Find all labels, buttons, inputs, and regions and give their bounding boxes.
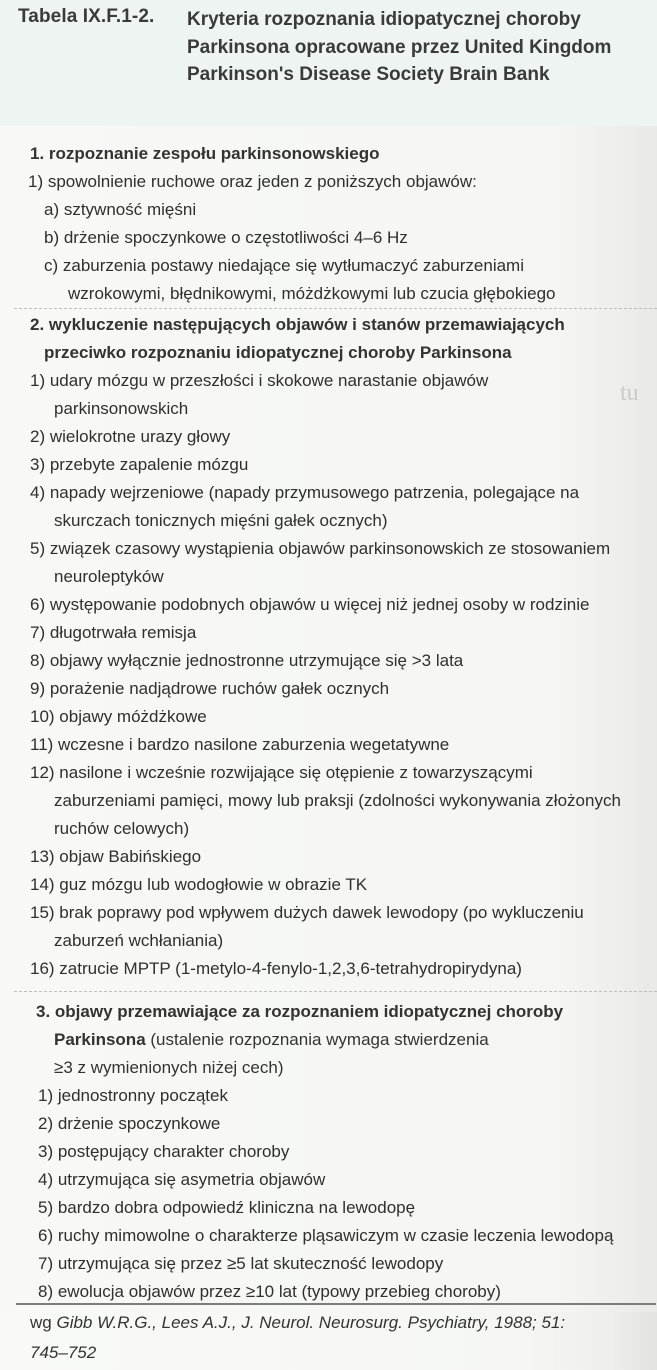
source-citation: wg Gibb W.R.G., Lees A.J., J. Neurol. Neurosurg. Psychiatry, 1988; 51: 745–752 <box>30 1313 566 1362</box>
table-number: Tabela IX.F.1-2. <box>18 6 155 27</box>
list-item: 1) jednostronny początek <box>38 1086 228 1105</box>
list-item: 8) ewolucja objawów przez ≥10 lat (typowy przebieg choroby) <box>38 1282 501 1301</box>
section-heading: 2. wykluczenie następujących objawów i stanów przemawiających przeciwko rozpoznaniu idiopatycznej choroby Parkinsona <box>30 315 565 362</box>
list-item: 4) napady wejrzeniowe (napady przymusowego patrzenia, polegające na skurczach tonicznych mięśni gałek ocznych) <box>30 483 580 530</box>
list-item: 6) występowanie podobnych objawów u więcej niż jednej osoby w rodzinie <box>30 595 590 614</box>
section-supportive <box>0 992 657 1312</box>
list-item: 5) bardzo dobra odpowiedź kliniczna na lewodopę <box>38 1198 416 1217</box>
list-subitem: c) zaburzenia postawy niedające się wytłumaczyć zaburzeniami wzrokowymi, błędnikowymi, móżdżkowymi lub czucia głębokiego <box>44 256 556 303</box>
list-item: 16) zatrucie MPTP (1-metylo-4-fenylo-1,2,3,6-tetrahydropirydyna) <box>30 959 522 978</box>
table-title-block <box>0 0 657 126</box>
footer-rule <box>16 1303 656 1305</box>
list-subitem: a) sztywność mięśni <box>44 200 197 219</box>
list-item: 8) objawy wyłącznie jednostronne utrzymujące się >3 lata <box>30 651 464 670</box>
list-item: 12) nasilone i wcześnie rozwijające się otępienie z towarzyszącymi zaburzeniami pamięci, mowy lub praksji (zdolności wykonywania złożonych ruchów celowych) <box>30 763 621 838</box>
list-item: 10) objawy móżdżkowe <box>30 707 207 726</box>
list-item: 15) brak poprawy pod wpływem dużych dawek lewodopy (po wykluczeniu zaburzeń wchłaniania) <box>30 903 584 950</box>
list-item: 13) objaw Babińskiego <box>30 847 202 866</box>
bleed-through-text: tu <box>620 380 639 406</box>
list-item: 3) postępujący charakter choroby <box>38 1142 290 1161</box>
list-item: 6) ruchy mimowolne o charakterze pląsawiczym w czasie leczenia lewodopą <box>38 1226 614 1245</box>
table-body <box>0 126 657 1312</box>
list-subitem: b) drżenie spoczynkowe o częstotliwości 4–6 Hz <box>44 228 408 247</box>
list-item: 3) przebyte zapalenie mózgu <box>30 455 249 474</box>
list-item: 11) wczesne i bardzo nasilone zaburzenia wegetatywne <box>30 735 450 754</box>
list-item: 2) drżenie spoczynkowe <box>38 1114 221 1133</box>
section-diagnosis <box>0 126 657 308</box>
list-item: 7) utrzymująca się przez ≥5 lat skuteczność lewodopy <box>38 1254 444 1273</box>
section-exclusion <box>0 309 657 991</box>
list-item: 1) spowolnienie ruchowe oraz jeden z poniższych objawów: <box>28 172 477 191</box>
list-item: 2) wielokrotne urazy głowy <box>30 427 231 446</box>
list-item: 5) związek czasowy wystąpienia objawów parkinsonowskich ze stosowaniem neuroleptyków <box>30 539 611 586</box>
list-item: 9) porażenie nadjądrowe ruchów gałek ocznych <box>30 679 390 698</box>
list-item: 14) guz mózgu lub wodogłowie w obrazie TK <box>30 875 368 894</box>
list-item: 4) utrzymująca się asymetria objawów <box>38 1170 326 1189</box>
table-title: Kryteria rozpoznania idiopatycznej choroby Parkinsona opracowane przez United Kingdom Parkinson's Disease Society Brain Bank <box>187 9 612 85</box>
section-heading: 3. objawy przemawiające za rozpoznaniem idiopatycznej choroby Parkinsona (ustalenie rozpoznania wymaga stwierdzenia ≥3 z wymienionych niżej cech) <box>36 1002 564 1077</box>
list-item: 1) udary mózgu w przeszłości i skokowe narastanie objawów parkinsonowskich <box>30 371 489 418</box>
list-item: 7) długotrwała remisja <box>30 623 197 642</box>
section-heading: 1. rozpoznanie zespołu parkinsonowskiego <box>30 144 380 163</box>
